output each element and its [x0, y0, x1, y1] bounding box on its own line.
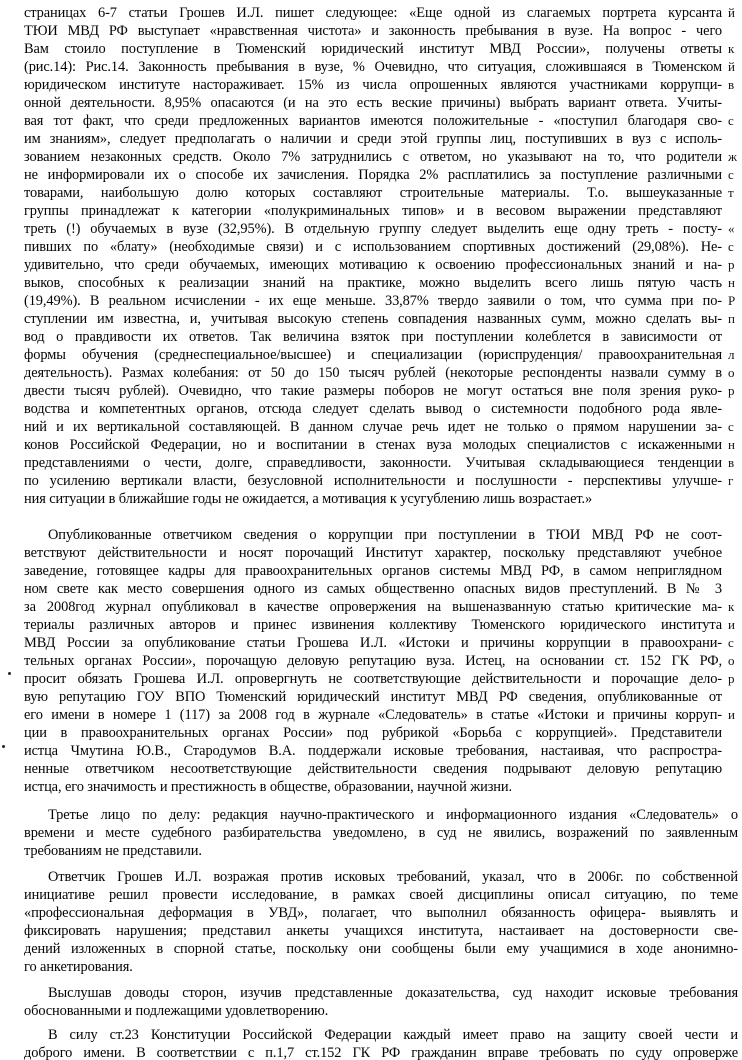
margin-char: п [728, 311, 735, 326]
text-line: заведение, готовящее кадры для правоохранительных органов системы МВД РФ, в самом неприглядном [24, 563, 722, 579]
margin-char: с [728, 635, 734, 650]
text-line: обоснованными и подлежащими удовлетворению. [24, 1003, 329, 1019]
text-line: «профессиональная деформация в УВД», полагает, что выполнил обязанность офицера- выявлять и [24, 905, 738, 921]
text-line: Выслушав доводы сторон, изучив представленные доказательства, суд находит исковые требования [48, 985, 738, 1001]
margin-char: Р [728, 293, 736, 308]
margin-char: т [728, 185, 734, 200]
margin-char: с [728, 239, 734, 254]
text-line: (19,49%). В реальном исчислении - их еще меньше. 33,87% твердо заявили о том, что сумма при по- [24, 293, 722, 309]
margin-char: в [728, 77, 735, 92]
margin-char: й [728, 5, 735, 20]
text-line: ТЮИ МВД РФ выступает «нравственная чистота» и законность пребывания в вузе. На вопрос - чего [24, 23, 722, 39]
text-line: им знаниям», следует предполагать о наличии и среди этой группы лиц, поступивших в вуз с исполь- [24, 131, 722, 147]
margin-char: о [728, 365, 735, 380]
scan-speck [8, 672, 11, 675]
margin-char: о [728, 653, 735, 668]
margin-char: к [728, 41, 735, 56]
margin-char: й [728, 59, 735, 74]
margin-char: л [728, 347, 735, 362]
margin-char: и [728, 707, 735, 722]
text-line: формы обучения (среднеспециальное/высшее) и специализации (юриспруденция/ правоохранительная [24, 347, 722, 363]
text-line: инициативе решил провести исследование, в рамках своей дисциплины описал ситуацию, по теме [24, 887, 738, 903]
margin-char: р [728, 671, 735, 686]
text-line: удивительно, что среди обучаемых, имеющих мотивацию к освоению профессиональных знаний и на- [24, 257, 722, 273]
text-line: конов Российской Федерации, но и воспитании в стенах вуза молодых специалистов с искаженными [24, 437, 722, 453]
text-line: по усилению вертикали власти, безусловной исполнительности и послушности - перспективы улучше- [24, 473, 722, 489]
text-line: его имени в номере 1 (117) за 2008 год в журнале «Следователь» в статье «Истоки и причины корруп- [24, 707, 722, 723]
text-line: териалы различных авторов и принес извинения коллективу Тюменского юридического института [24, 617, 722, 633]
margin-char: и [728, 617, 735, 632]
text-line: го анкетирования. [24, 959, 133, 975]
margin-char: н [728, 275, 735, 290]
text-line: Опубликованные ответчиком сведения о коррупции при поступлении в ТЮИ МВД РФ не соот- [48, 527, 722, 543]
text-line: ненные ответчиком несоответствующие действительности сведения подрывают деловую репутацию [24, 761, 722, 777]
text-line: вую репутацию ГОУ ВПО Тюменский юридический институт МВД РФ сведения, опубликованные от [24, 689, 722, 705]
text-line: Ответчик Грошев И.Л. возражая против исковых требований, указал, что в 2006г. по собственной [48, 869, 738, 885]
text-line: двести тысяч рублей). Очевидно, что такие размеры поборов не могут остаться вне поля зрения руко- [24, 383, 722, 399]
text-line: зованием незаконных средств. Около 7% затруднились с ответом, но указывают на то, что родители [24, 149, 722, 165]
text-line: доброго имени. В соответствии с п.1,7 ст.152 ГК РФ гражданин вправе требовать по суду опроверже [24, 1045, 738, 1060]
text-line: деятельность). Размах колебания: от 50 до 150 тысяч рублей (некоторые респонденты назвали сумму в [24, 365, 722, 381]
text-line: ния ситуации в ближайшие годы не ожидается, а мотивация к усугублению лишь возрастает.» [24, 491, 593, 507]
text-line: Третье лицо по делу: редакция научно-практического и информационного издания «Следователь» о [48, 807, 738, 823]
text-line: не информировали их о способе их зачисления. Порядка 2% расплатились за поступление различными [24, 167, 722, 183]
text-line: ний и их вертикальной составляющей. В данном случае речь идет не только о прямом нарушении за- [24, 419, 722, 435]
text-line: истца Чмутина Ю.В., Стародумов В.А. поддержали исковые требования, настаивая, что распростра- [24, 743, 722, 759]
text-line: юридическом институте настораживает. 15% из числа опрошенных являются участниками коррупци- [24, 77, 722, 93]
margin-char: р [728, 257, 735, 272]
text-line: водства и компетентных органов, отсюда следует сделать вывод о системности подобного рода явле- [24, 401, 722, 417]
text-line: Вам стоило поступление в Тюменский юридический институт МВД России», получены ответы [24, 41, 722, 57]
text-line: В силу ст.23 Конституции Российской Федерации каждый имеет право на защиту своей чести и [48, 1027, 738, 1043]
margin-char: к [728, 599, 735, 614]
text-line: треть (!) обучаемых в вузе (32,95%). В отдельную группу следует выделить еще одну треть - посту- [24, 221, 722, 237]
text-line: ции в правоохранительных органах России» под рубрикой «Борьба с коррупцией». Представители [24, 725, 722, 741]
text-line: (рис.14): Рис.14. Законность пребывания в вузе, % Очевидно, что ситуация, сложившаяся в Тюменском [24, 59, 722, 75]
text-line: ном свете как место совершения одного из самых общественно опасных видов преступлений. В № 3 [24, 581, 722, 597]
text-line: истца, его значимость и престижность в обществе, образовании, научной жизни. [24, 779, 512, 795]
text-line: представлениями о чести, долге, справедливости, законности. Учитывая складывающиеся тенденции [24, 455, 722, 471]
text-line: времени и месте судебного разбирательства уведомлено, в суд не явились, возражений по заявленным [24, 825, 738, 841]
text-line: за 2008год журнал опубликовал в качестве опровержения на вышеназванную статью критические ма- [24, 599, 722, 615]
text-line: тельных органах России», порочащую деловую репутацию вуза. Истец, на основании ст. 152 ГК РФ, [24, 653, 722, 669]
text-line: товарами, наибольшую долю которых составляют строительные материалы. Т.о. вышеуказанные [24, 185, 722, 201]
text-line: вая тот факт, что среди предложенных вариантов имеются положительные - «поступил благодаря сво- [24, 113, 722, 129]
text-line: группы принадлежат к категории «полукриминальных типов» и в весовом выражении представляют [24, 203, 722, 219]
margin-char: н [728, 437, 735, 452]
scan-speck [2, 745, 5, 748]
text-line: вод о правдивости их ответов. Так величина взяток при поступлении колеблется в зависимости от [24, 329, 722, 345]
text-line: ветствуют действительности и носят порочащий Институт характер, поскольку представляют учебное [24, 545, 722, 561]
margin-char: р [728, 383, 735, 398]
margin-char: с [728, 113, 734, 128]
margin-char: в [728, 455, 735, 470]
margin-char: « [728, 221, 735, 236]
text-line: ступлении им известна, и, учитывая высокую степень совпадения названных сумм, можно сделать вы- [24, 311, 722, 327]
text-line: требованиям не представили. [24, 843, 202, 859]
margin-char: с [728, 419, 734, 434]
text-line: фиксировать нарушения; представил анкеты учащихся института, настаивает на достоверности све- [24, 923, 738, 939]
text-line: онной деятельности. 8,95% опасаются (и на это есть веские причины) выбрать вариант ответа. Учиты- [24, 95, 722, 111]
text-line: просит обязать Грошева И.Л. опровергнуть не соответствующие действительности и порочащие дело- [24, 671, 722, 687]
text-line: выков, способных к реализации знаний на практике, можно выделить всего лишь пятую часть [24, 275, 722, 291]
text-line: пивших по «блату» (необходимые связи) и с использованием спортивных достижений (29,08%). Не- [24, 239, 722, 255]
margin-char: г [728, 473, 734, 488]
text-line: страницах 6-7 статьи Грошев И.Л. пишет следующее: «Еще одной из слагаемых портрета курсанта [24, 5, 722, 21]
text-line: МВД России за опубликование статьи Грошева И.Л. «Истоки и причины коррупции в правоохрани- [24, 635, 722, 651]
margin-char: с [728, 167, 734, 182]
text-line: дений изложенных в спорной статье, поскольку они сообщены были ему учащимися в ходе анонимно- [24, 941, 738, 957]
margin-char: ж [728, 149, 737, 164]
